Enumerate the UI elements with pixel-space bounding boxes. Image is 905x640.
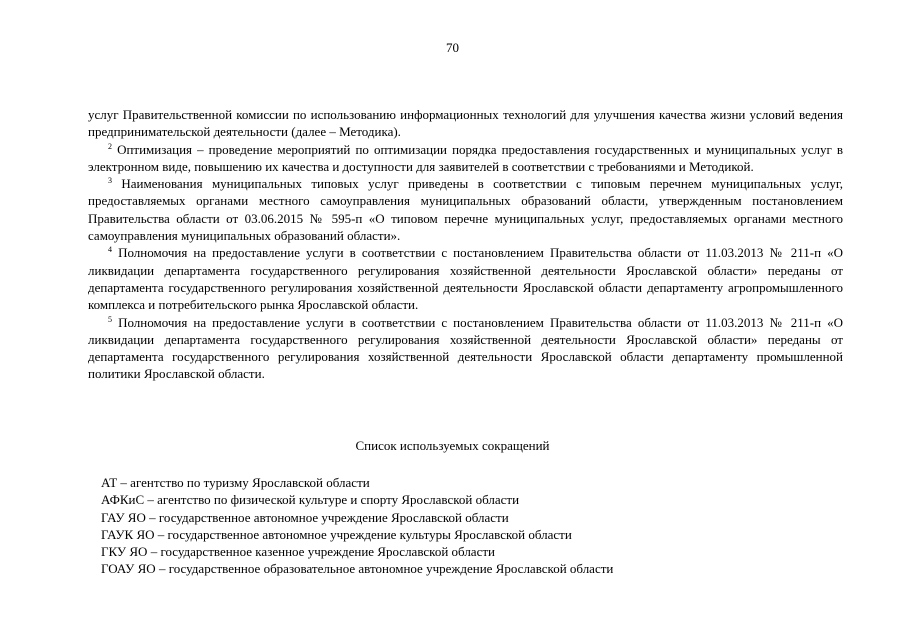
page-number: 70 <box>446 40 459 55</box>
footnotes <box>88 106 843 383</box>
footnote-marker: 3 <box>108 176 112 186</box>
footnote-marker: 4 <box>108 245 112 255</box>
abbreviation-item: ГОАУ ЯО – государственное образовательное автономное учреждение Ярославской области <box>101 561 614 577</box>
footnote-2 <box>88 141 843 176</box>
abbreviation-item: АТ – агентство по туризму Ярославской области <box>101 475 370 490</box>
abbreviation-item: ГКУ ЯО – государственное казенное учреждение Ярославской области <box>101 544 495 560</box>
footnote-text: услуг Правительственной комиссии по использованию информационных технологий для улучшения качества жизни условий ведения предпринимательской деятельности (далее – Методика). <box>88 107 843 140</box>
abbreviation-item: ГАУ ЯО – государственное автономное учреждение Ярославской области <box>101 509 509 525</box>
footnote-text: Наименования муниципальных типовых услуг приведены в соответствии с типовым перечнем муниципальных услуг, предоставляемых органами местного самоуправления муниципальных образований области, утвержденным постановлением Правительства области от 03.06.2015 № 595-п «О типовом перечне муниципальных услуг, предоставляемых органами местного самоуправления муниципальных образований области». <box>88 176 843 244</box>
abbreviations-title: Список используемых сокращений <box>355 438 550 453</box>
footnote-continuation <box>88 106 843 141</box>
abbreviation-item: АФКиС – агентство по физической культуре и спорту Ярославской области <box>101 492 520 508</box>
footnote-text: Оптимизация – проведение мероприятий по оптимизации порядка предоставления государственных и муниципальных услуг в электронном виде, повышению их качества и доступности для заявителей в соответствии с требованиями и Методикой. <box>88 141 843 174</box>
footnote-text: Полномочия на предоставление услуги в соответствии с постановлением Правительства области от 11.03.2013 № 211-п «О ликвидации департамента государственного регулирования хозяйственной деятельности Ярославской области» переданы от департамента государственного регулирования хозяйственной деятельности Ярославской области департаменту промышленной политики Ярославской области. <box>88 314 843 382</box>
footnote-3 <box>88 175 843 244</box>
abbreviation-item: ГАУК ЯО – государственное автономное учреждение культуры Ярославской области <box>101 526 572 542</box>
footnote-5 <box>88 314 843 383</box>
footnote-text: Полномочия на предоставление услуги в соответствии с постановлением Правительства области от 11.03.2013 № 211-п «О ликвидации департамента государственного регулирования хозяйственной деятельности Ярославской области» переданы от департамента государственного регулирования хозяйственной деятельности Ярославской области департаменту агропромышленного комплекса и потребительского рынка Ярославской области. <box>88 245 843 313</box>
footnote-marker: 5 <box>108 314 112 324</box>
footnote-marker: 2 <box>108 141 112 151</box>
abbreviations-list <box>101 474 821 578</box>
footnote-4 <box>88 244 843 313</box>
